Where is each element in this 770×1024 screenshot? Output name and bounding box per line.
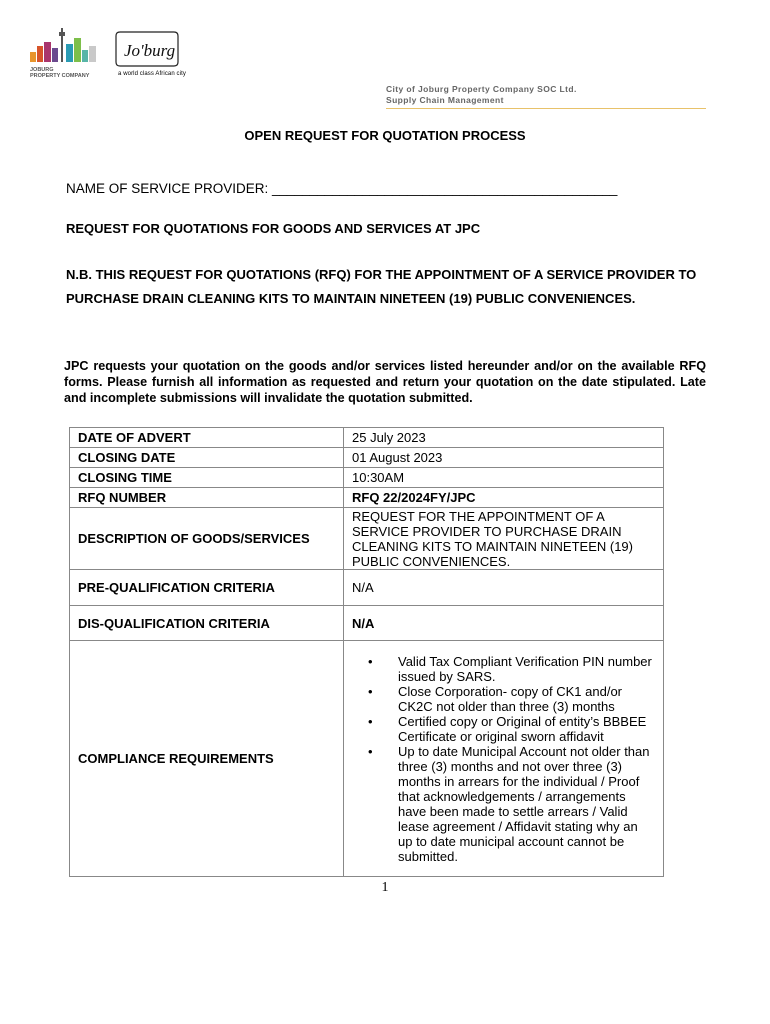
- jpc-logo-line1: JOBURG: [30, 67, 54, 73]
- jpc-logo-line2: PROPERTY COMPANY: [30, 73, 90, 79]
- document-title: OPEN REQUEST FOR QUOTATION PROCESS: [244, 128, 526, 143]
- row-value: REQUEST FOR THE APPOINTMENT OF A SERVICE PROVIDER TO PURCHASE DRAIN CLEANING KITS TO MAINTAIN NINETEEN (19) PUBLIC CONVENIENCES.: [344, 508, 664, 570]
- row-label: RFQ NUMBER: [70, 488, 344, 508]
- jpc-logo-text: [30, 67, 89, 79]
- row-value: 01 August 2023: [344, 448, 664, 468]
- service-provider-field: NAME OF SERVICE PROVIDER: ______________________________________________: [66, 181, 618, 196]
- page-number: 1: [381, 880, 389, 895]
- row-value: N/A: [344, 606, 664, 641]
- table-row: [70, 428, 664, 448]
- row-label: PRE-QUALIFICATION CRITERIA: [70, 570, 344, 606]
- table-row: [70, 508, 664, 570]
- department-name: Supply Chain Management: [386, 95, 504, 105]
- tagline: a world class African city: [118, 71, 186, 77]
- company-name: City of Joburg Property Company SOC Ltd.: [386, 84, 577, 94]
- row-label: DATE OF ADVERT: [70, 428, 344, 448]
- header-rule: [386, 108, 706, 109]
- list-item: • Valid Tax Compliant Verification PIN number issued by SARS.: [390, 654, 655, 684]
- row-label: DESCRIPTION OF GOODS/SERVICES: [70, 508, 344, 570]
- compliance-cell: [344, 641, 664, 877]
- row-value: N/A: [344, 570, 664, 606]
- joburg-logo-text: Jo'burg: [124, 41, 176, 60]
- row-value: 10:30AM: [344, 468, 664, 488]
- intro-paragraph: JPC requests your quotation on the goods and/or services listed hereunder and/or on the available RFQ forms. Please furnish all information as requested and return your quotation on the date stipulated. Late and incomplete submissions will invalidate the quotation submitted.: [64, 359, 706, 405]
- row-label: CLOSING TIME: [70, 468, 344, 488]
- table-row: [70, 448, 664, 468]
- compliance-list: [352, 654, 655, 864]
- rfq-details-table: [69, 427, 664, 877]
- list-item: • Close Corporation- copy of CK1 and/or CK2C not older than three (3) months: [390, 684, 655, 714]
- table-row: [70, 606, 664, 641]
- company-header: [386, 84, 577, 106]
- table-row: [70, 488, 664, 508]
- table-row: [70, 641, 664, 877]
- table-row: [70, 570, 664, 606]
- list-item: • Certified copy or Original of entity’s BBBEE Certificate or original sworn affidavit: [390, 714, 655, 744]
- table-row: [70, 468, 664, 488]
- row-label: COMPLIANCE REQUIREMENTS: [70, 641, 344, 877]
- list-item: • Up to date Municipal Account not older than three (3) months and not over three (3) months in arrears for the individual / Proof that acknowledgements / arrangements have been made to settle arrears / Valid lease agreement / Affidavit stating why an up to date municipal account cannot be submitted.: [390, 744, 655, 864]
- row-label: CLOSING DATE: [70, 448, 344, 468]
- row-label: DIS-QUALIFICATION CRITERIA: [70, 606, 344, 641]
- row-value: 25 July 2023: [344, 428, 664, 448]
- row-value: RFQ 22/2024FY/JPC: [344, 488, 664, 508]
- section-heading: REQUEST FOR QUOTATIONS FOR GOODS AND SERVICES AT JPC: [66, 221, 481, 236]
- nb-paragraph: N.B. THIS REQUEST FOR QUOTATIONS (RFQ) FOR THE APPOINTMENT OF A SERVICE PROVIDER TO PURCHASE DRAIN CLEANING KITS TO MAINTAIN NINETEEN (19) PUBLIC CONVENIENCES.: [66, 267, 697, 306]
